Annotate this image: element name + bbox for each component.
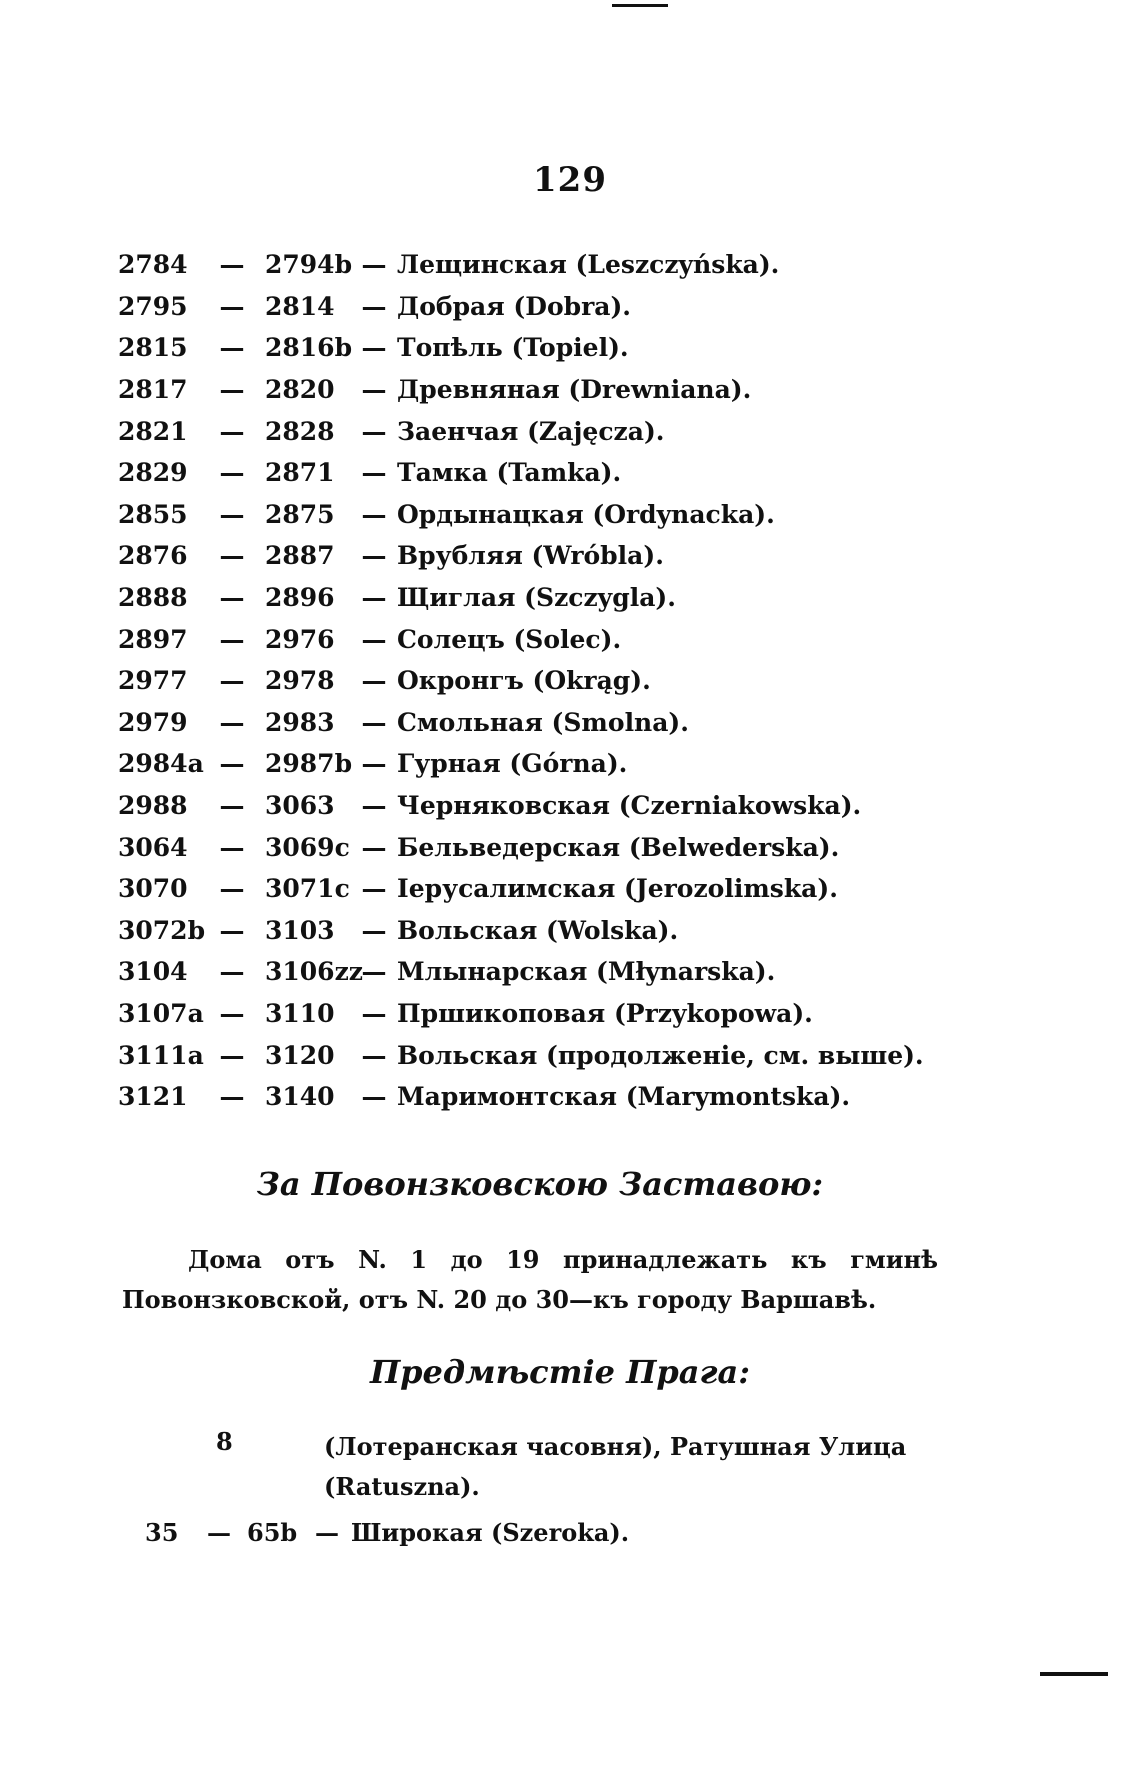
entry-from: 2979 xyxy=(118,707,188,737)
entry-dash: — xyxy=(361,291,387,321)
entry-from: 2876 xyxy=(118,541,188,571)
list-item xyxy=(118,660,1018,702)
list-item xyxy=(118,452,1018,494)
entry-from: 2815 xyxy=(118,333,188,363)
entry-to: 2871 xyxy=(265,458,335,488)
entry-to: 2983 xyxy=(265,707,335,737)
entry-to: 3120 xyxy=(265,1040,335,1070)
entry-number: 8 xyxy=(216,1427,233,1456)
bottom-rule xyxy=(1040,1672,1108,1676)
entry-dash: — xyxy=(361,749,387,779)
entry-to: 2794b xyxy=(265,250,353,280)
list-item xyxy=(118,369,1018,411)
entry-from: 2855 xyxy=(118,499,188,529)
entry-dash: — xyxy=(219,333,245,363)
entry-street: Млынарская (Młynarska). xyxy=(397,957,776,987)
list-item xyxy=(118,494,1018,536)
entry-street: Заенчая (Zajęcza). xyxy=(397,416,665,446)
entry-dash: — xyxy=(219,541,245,571)
entry-dash: — xyxy=(219,666,245,696)
entry-dash: — xyxy=(361,915,387,945)
entry-dash: — xyxy=(219,499,245,529)
entry-from: 3064 xyxy=(118,832,188,862)
list-item xyxy=(118,535,1018,577)
entry-dash: — xyxy=(361,499,387,529)
section-paragraph-povonzki: Дома отъ N. 1 до 19 принадлежать къ гминѣ Повонзковской, отъ N. 20 до 30—къ городу Варшавѣ. xyxy=(122,1245,938,1314)
list-item xyxy=(118,286,1018,328)
entry-to: 2987b xyxy=(265,749,353,779)
entry-from: 2988 xyxy=(118,791,188,821)
entry-to: 65b xyxy=(247,1518,298,1547)
entry-street: Врубляя (Wróbla). xyxy=(397,541,664,571)
entry-street: Ордынацкая (Ordynacka). xyxy=(397,499,775,529)
section-heading-povonzki: За Повонзковскою Заставою: xyxy=(256,1165,824,1203)
praga-entry-2 xyxy=(145,1518,629,1547)
entry-dash: — xyxy=(219,998,245,1028)
entry-from: 3111a xyxy=(118,1040,204,1070)
entry-street: Широкая (Szeroka). xyxy=(351,1518,630,1547)
list-item xyxy=(118,1076,1018,1118)
entry-dash: — xyxy=(361,541,387,571)
entry-dash: — xyxy=(361,583,387,613)
entry-street: Тамка (Tamka). xyxy=(397,458,622,488)
entry-street: Гурная (Górna). xyxy=(397,749,628,779)
section-heading-praga: Предмѣстіе Прага: xyxy=(369,1353,751,1391)
entry-from: 2829 xyxy=(118,458,188,488)
entry-street: Лещинская (Leszczyńska). xyxy=(397,250,780,280)
entry-dash: — xyxy=(361,624,387,654)
entry-street: Смольная (Smolna). xyxy=(397,707,689,737)
entry-street: Черняковская (Czerniakowska). xyxy=(397,791,862,821)
list-item xyxy=(118,327,1018,369)
entry-street: Маримонтская (Marymontska). xyxy=(397,1082,851,1112)
entry-from: 3107a xyxy=(118,998,204,1028)
entry-dash: — xyxy=(361,957,387,987)
page-number: 129 xyxy=(533,160,607,200)
entry-dash: — xyxy=(219,583,245,613)
entry-street: Топѣль (Topiel). xyxy=(397,333,629,363)
list-item xyxy=(118,702,1018,744)
entry-from: 3121 xyxy=(118,1082,188,1112)
entry-dash: — xyxy=(219,957,245,987)
entry-from: 2977 xyxy=(118,666,188,696)
entry-dash: — xyxy=(219,1040,245,1070)
entry-dash: — xyxy=(361,250,387,280)
entry-dash: — xyxy=(219,416,245,446)
entry-to: 2816b xyxy=(265,333,353,363)
list-item xyxy=(118,618,1018,660)
entry-street: Древняная (Drewniana). xyxy=(397,375,752,405)
entry-from: 3070 xyxy=(118,874,188,904)
entry-from: 2784 xyxy=(118,250,188,280)
entry-to: 3071c xyxy=(265,874,350,904)
entry-to: 2828 xyxy=(265,416,335,446)
entry-street: Окронгъ (Okrąg). xyxy=(397,666,651,696)
entry-dash: — xyxy=(361,791,387,821)
entry-to: 3140 xyxy=(265,1082,335,1112)
entry-dash: — xyxy=(361,1082,387,1112)
entry-dash: — xyxy=(361,832,387,862)
entry-to: 3110 xyxy=(265,998,335,1028)
list-item xyxy=(118,826,1018,868)
entry-dash: — xyxy=(361,375,387,405)
entry-street: Щиглая (Szczygla). xyxy=(397,583,676,613)
entry-to: 2887 xyxy=(265,541,335,571)
entry-to: 2820 xyxy=(265,375,335,405)
entry-to: 2875 xyxy=(265,499,335,529)
list-item xyxy=(118,868,1018,910)
entry-to: 2896 xyxy=(265,583,335,613)
entry-dash: — xyxy=(219,624,245,654)
entry-street: Бельведерская (Belwederska). xyxy=(397,832,840,862)
list-item xyxy=(118,743,1018,785)
entry-dash: — xyxy=(219,874,245,904)
entry-dash: — xyxy=(361,458,387,488)
entry-from: 3072b xyxy=(118,915,206,945)
praga-entry-1 xyxy=(216,1427,946,1507)
top-rule xyxy=(612,4,668,7)
entry-dash: — xyxy=(219,458,245,488)
entry-dash: — xyxy=(361,998,387,1028)
entry-dash: — xyxy=(361,416,387,446)
entry-street: Вольская (Wolska). xyxy=(397,915,679,945)
entry-street: Пршикоповая (Przykopowa). xyxy=(397,998,813,1028)
entry-text: (Лотеранская часовня), Ратушная Улица (Ratuszna). xyxy=(324,1432,907,1501)
entry-dash: — xyxy=(219,375,245,405)
list-item xyxy=(118,410,1018,452)
entry-dash: — xyxy=(361,333,387,363)
entry-to: 3103 xyxy=(265,915,335,945)
list-item xyxy=(118,244,1018,286)
entry-from: 2897 xyxy=(118,624,188,654)
entry-street: Іерусалимская (Jerozolimska). xyxy=(397,874,838,904)
entry-dash: — xyxy=(219,749,245,779)
entry-to: 3063 xyxy=(265,791,335,821)
list-item xyxy=(118,993,1018,1035)
list-item xyxy=(118,951,1018,993)
list-item xyxy=(118,785,1018,827)
entry-dash: — xyxy=(219,791,245,821)
entry-dash: — xyxy=(361,666,387,696)
entry-to: 2978 xyxy=(265,666,335,696)
street-index-list xyxy=(118,244,1018,1117)
entry-from: 2984a xyxy=(118,749,204,779)
list-item xyxy=(118,1034,1018,1076)
entry-to: 2976 xyxy=(265,624,335,654)
entry-dash: — xyxy=(219,250,245,280)
entry-from: 2821 xyxy=(118,416,188,446)
list-item xyxy=(118,910,1018,952)
list-item xyxy=(118,577,1018,619)
entry-street: Вольская (продолженіе, см. выше). xyxy=(397,1040,924,1070)
entry-from: 2817 xyxy=(118,375,188,405)
entry-dash: — xyxy=(207,1518,231,1547)
entry-street: Солецъ (Solec). xyxy=(397,624,622,654)
entry-dash: — xyxy=(219,707,245,737)
entry-to: 2814 xyxy=(265,291,335,321)
entry-to: 3069c xyxy=(265,832,350,862)
entry-dash: — xyxy=(361,874,387,904)
entry-dash: — xyxy=(219,832,245,862)
entry-from: 2888 xyxy=(118,583,188,613)
entry-dash: — xyxy=(219,291,245,321)
entry-dash: — xyxy=(219,1082,245,1112)
entry-dash: — xyxy=(219,915,245,945)
entry-dash: — xyxy=(361,1040,387,1070)
entry-to: 3106zz xyxy=(265,957,363,987)
entry-dash: — xyxy=(361,707,387,737)
entry-dash: — xyxy=(315,1518,339,1547)
entry-from: 3104 xyxy=(118,957,188,987)
entry-from: 2795 xyxy=(118,291,188,321)
entry-street: Добрая (Dobra). xyxy=(397,291,631,321)
entry-from: 35 xyxy=(145,1518,179,1547)
